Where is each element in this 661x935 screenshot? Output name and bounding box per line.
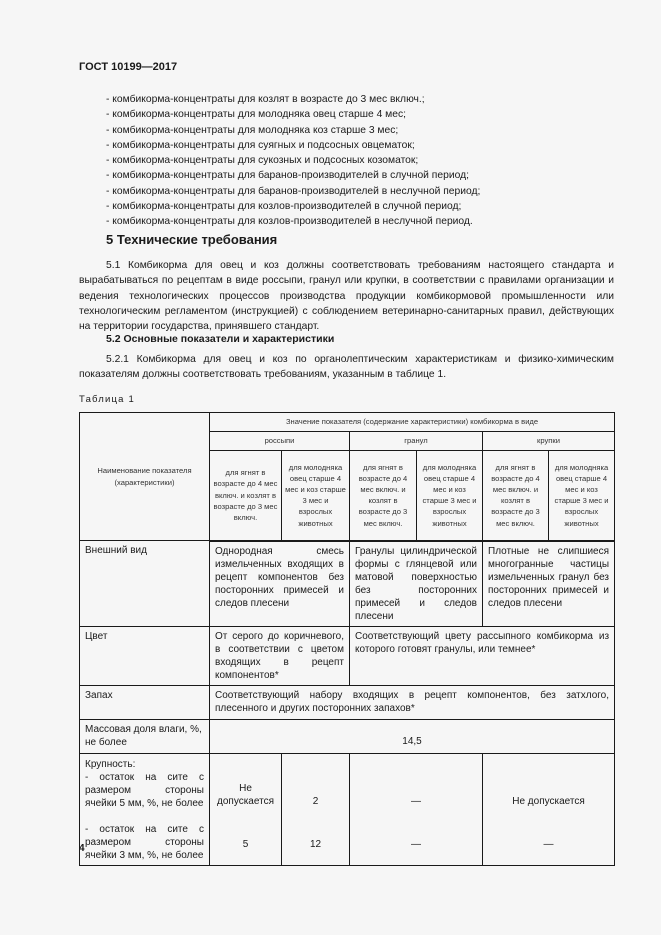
size-sieve5-label: - остаток на сите с размером стороны ячейки 5 мм, %, не более bbox=[85, 771, 204, 809]
row-name-moisture: Массовая доля влаги, %, не более bbox=[80, 719, 210, 753]
size-rossypi-young bbox=[210, 753, 282, 865]
section-5-2-heading: 5.2 Основные показатели и характеристики bbox=[106, 333, 335, 345]
bullet-list bbox=[106, 92, 480, 230]
header-sub-rossypi-adult: для молодняка овец старше 4 мес и коз старше 3 мес и взрослых животных bbox=[282, 451, 350, 541]
list-item: - комбикорма-концентраты для молодняка овец старше 4 мес; bbox=[106, 109, 406, 121]
row-name-color: Цвет bbox=[80, 626, 210, 685]
size-sieve3-rossypi-adult: 12 bbox=[309, 838, 322, 850]
table-row bbox=[80, 626, 615, 685]
size-rossypi-adult bbox=[282, 753, 350, 865]
color-rossypi: От серого до коричневого, в соответствии с цветом входящих в рецепт компонентов* bbox=[210, 626, 350, 685]
header-form-rossypi: россыпи bbox=[210, 432, 350, 451]
list-item: - комбикорма-концентраты для козлят в возрасте до 3 мес включ.; bbox=[106, 94, 425, 105]
table-caption: Таблица 1 bbox=[79, 394, 135, 405]
header-sub-granul-young: для ягнят в возрасте до 4 мес включ. и козлят в возрасте до 3 мес включ. bbox=[350, 451, 417, 541]
size-sieve3-krupki: — bbox=[543, 838, 554, 850]
size-krupki bbox=[483, 753, 615, 865]
document-code-header: ГОСТ 10199—2017 bbox=[79, 61, 178, 73]
paragraph-5-1: 5.1 Комбикорма для овец и коз должны соответствовать требованиям настоящего стандарта и вырабатываться по рецептам в виде россыпи, гранул или крупки, в соответствии с правилами организации и ведения технологических процессов производства продукции комбикормовой промышленности или технологическим регламентом (инструкцией) с соблюдением ветеринарно-санитарных правил, действующих на территории государства, принявшего стандарт. bbox=[79, 260, 614, 333]
row-name-smell: Запах bbox=[80, 685, 210, 719]
size-sieve3-label: - остаток на сите с размером стороны ячейки 3 мм, %, не более bbox=[85, 823, 204, 861]
header-value-group: Значение показателя (содержание характеристики) комбикорма в виде bbox=[210, 413, 615, 432]
list-item: - комбикорма-концентраты для сукозных и подсосных козоматок; bbox=[106, 155, 419, 167]
size-label: Крупность: bbox=[85, 758, 136, 770]
list-item: - комбикорма-концентраты для козлов-производителей в случной период; bbox=[106, 201, 462, 213]
size-sieve5-granul: — bbox=[411, 795, 421, 807]
size-sieve5-rossypi-adult: 2 bbox=[312, 795, 319, 807]
requirements-table bbox=[79, 412, 615, 866]
table-row bbox=[80, 719, 615, 753]
list-item: - комбикорма-концентраты для козлов-производителей в неслучной период. bbox=[106, 216, 473, 228]
color-granul-krupki: Соответствующий цвету рассыпного комбикорма из которого готовят гранулы, или темнее* bbox=[350, 626, 615, 685]
appearance-granul: Гранулы цилиндрической формы с глянцевой или матовой поверхностью без посторонних примесей и следов плесени bbox=[350, 541, 483, 627]
size-sieve5-krupki: Не допускается bbox=[512, 795, 585, 807]
page-number: 4 bbox=[79, 843, 85, 854]
list-item: - комбикорма-концентраты для баранов-производителей в случной период; bbox=[106, 170, 469, 182]
table-row bbox=[80, 685, 615, 719]
paragraph-5-2-1: 5.2.1 Комбикорма для овец и коз по органолептическим характеристикам и физико-химическим показателям должны соответствовать требованиям, указанным в таблице 1. bbox=[79, 354, 614, 381]
header-form-granul: гранул bbox=[350, 432, 483, 451]
smell-all: Соответствующий набору входящих в рецепт компонентов, без затхлого, плесенного и других посторонних запахов* bbox=[210, 685, 615, 719]
size-granul bbox=[350, 753, 483, 865]
size-sieve3-rossypi-young: 5 bbox=[242, 838, 249, 850]
header-indicator-name: Наименование показателя (характеристики) bbox=[80, 413, 210, 541]
header-sub-krupki-adult: для молодняка овец старше 4 мес и коз старше 3 мес и взрослых животных bbox=[549, 451, 615, 541]
list-item: - комбикорма-концентраты для баранов-производителей в неслучной период; bbox=[106, 185, 481, 197]
list-item: - комбикорма-концентраты для молодняка коз старше 3 мес; bbox=[106, 124, 399, 136]
size-sieve5-rossypi-young: Не допускается bbox=[217, 782, 274, 807]
list-item: - комбикорма-концентраты для суягных и подсосных овцематок; bbox=[106, 139, 415, 151]
header-sub-rossypi-young: для ягнят в возрасте до 4 мес включ. и козлят в возрасте до 3 мес включ. bbox=[210, 451, 282, 541]
table-row bbox=[80, 753, 615, 865]
appearance-rossypi: Однородная смесь измельченных входящих в рецепт компонентов без посторонних примесей и следов плесени bbox=[210, 541, 350, 627]
size-sieve3-granul: — bbox=[411, 838, 421, 850]
section-5-heading: 5 Технические требования bbox=[106, 232, 278, 247]
header-sub-krupki-young: для ягнят в возрасте до 4 мес включ. и козлят в возрасте до 3 мес включ. bbox=[483, 451, 549, 541]
appearance-krupki: Плотные не слипшиеся многогранные частицы измельченных гранул без посторонних примесей и следов плесени bbox=[483, 541, 615, 627]
moisture-all: 14,5 bbox=[210, 719, 615, 753]
row-name-size bbox=[80, 753, 210, 865]
table-row bbox=[80, 541, 615, 627]
header-sub-granul-adult: для молодняка овец старше 4 мес и коз старше 3 мес и взрослых животных bbox=[417, 451, 483, 541]
row-name-appearance: Внешний вид bbox=[80, 541, 210, 627]
header-form-krupki: крупки bbox=[483, 432, 615, 451]
